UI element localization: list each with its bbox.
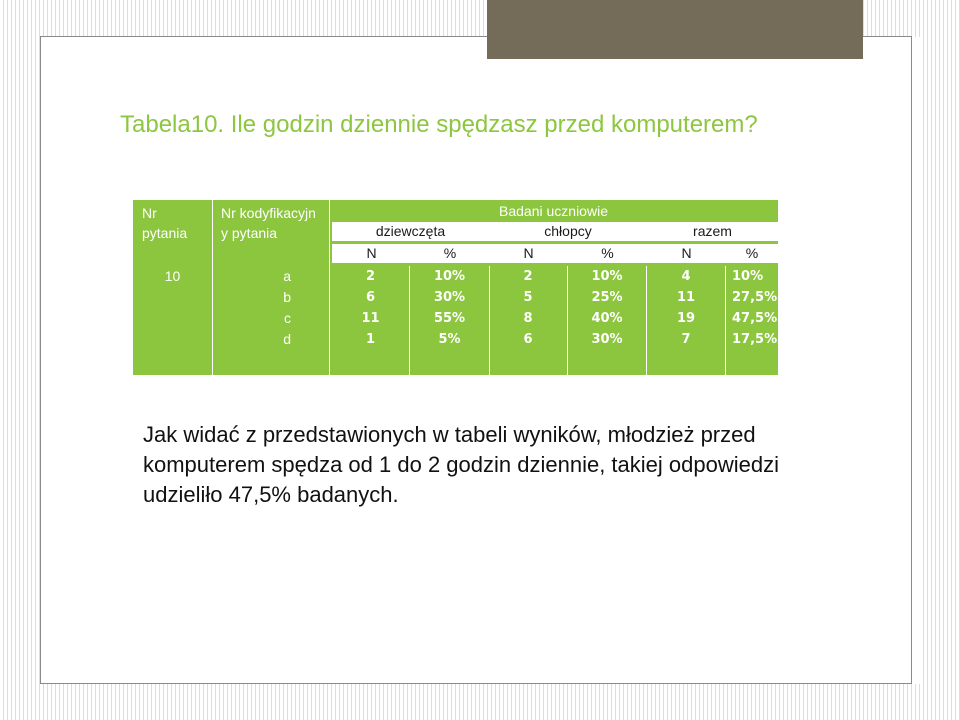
col-divider — [329, 200, 330, 375]
header-total: razem — [693, 223, 732, 239]
summary-paragraph: Jak widać z przedstawionych w tabeli wyników, młodzież przed komputerem spędza od 1 do 2 godzin dziennie, takiej odpowiedzi udzieliło 47,5% badanych. — [143, 422, 779, 507]
cell-girls-n: 2 — [365, 269, 376, 284]
cell-girls-n: 1 — [365, 332, 376, 347]
cell-boys-pct: 40% — [591, 311, 623, 326]
header-boys-pct: % — [601, 245, 614, 261]
cell-total-n: 19 — [676, 311, 696, 326]
cell-boys-pct: 25% — [591, 290, 623, 305]
bottom-decor-bar — [0, 684, 960, 720]
header-girls-n: N — [366, 245, 377, 261]
header-total-pct: % — [745, 245, 759, 261]
cell-boys-n: 6 — [523, 332, 533, 347]
cell-code: d — [283, 331, 291, 347]
header-girls: dziewczęta — [375, 223, 446, 239]
slide-title: Tabela10. Ile godzin dziennie spędzasz przed komputerem? — [120, 111, 758, 138]
right-decor-stripes — [920, 0, 960, 720]
cell-boys-n: 2 — [523, 269, 533, 284]
cell-boys-pct: 30% — [591, 332, 623, 347]
header-nr-pytania-text: Nr pytania — [142, 205, 188, 241]
cell-girls-n: 6 — [365, 290, 376, 305]
cell-code: a — [283, 268, 291, 284]
header-boys: chłopcy — [544, 223, 592, 239]
header-nr-pytania — [142, 203, 202, 243]
header-nr-kod — [221, 203, 325, 243]
header-total-n: N — [681, 245, 692, 261]
cell-total-pct: 47,5% — [732, 311, 778, 326]
cell-total-pct: 17,5% — [732, 332, 778, 347]
cell-girls-n: 11 — [361, 311, 380, 326]
cell-total-n: 4 — [681, 269, 691, 284]
header-box — [487, 0, 863, 59]
cell-total-pct: 27,5% — [732, 290, 778, 305]
col-divider — [212, 200, 213, 375]
results-table — [133, 200, 778, 375]
cell-code: b — [283, 289, 291, 305]
cell-girls-pct: 55% — [433, 311, 466, 326]
header-nr-kod-text: Nr kodyfikacyjn y pytania — [221, 205, 316, 241]
cell-girls-pct: 30% — [433, 290, 466, 305]
cell-code: c — [284, 310, 291, 326]
cell-girls-pct: 5% — [438, 332, 461, 347]
group-header: Badani uczniowie — [499, 203, 608, 219]
cell-boys-n: 5 — [523, 290, 533, 305]
cell-boys-n: 8 — [523, 311, 533, 326]
cell-girls-pct: 10% — [433, 269, 466, 284]
col-divider — [725, 266, 726, 375]
cell-total-n: 11 — [676, 290, 696, 305]
header-boys-n: N — [523, 245, 534, 261]
cell-boys-pct: 10% — [591, 269, 623, 284]
header-girls-pct: % — [443, 245, 457, 261]
cell-total-n: 7 — [681, 332, 691, 347]
cell-total-pct: 10% — [732, 269, 764, 284]
question-number: 10 — [164, 268, 181, 284]
